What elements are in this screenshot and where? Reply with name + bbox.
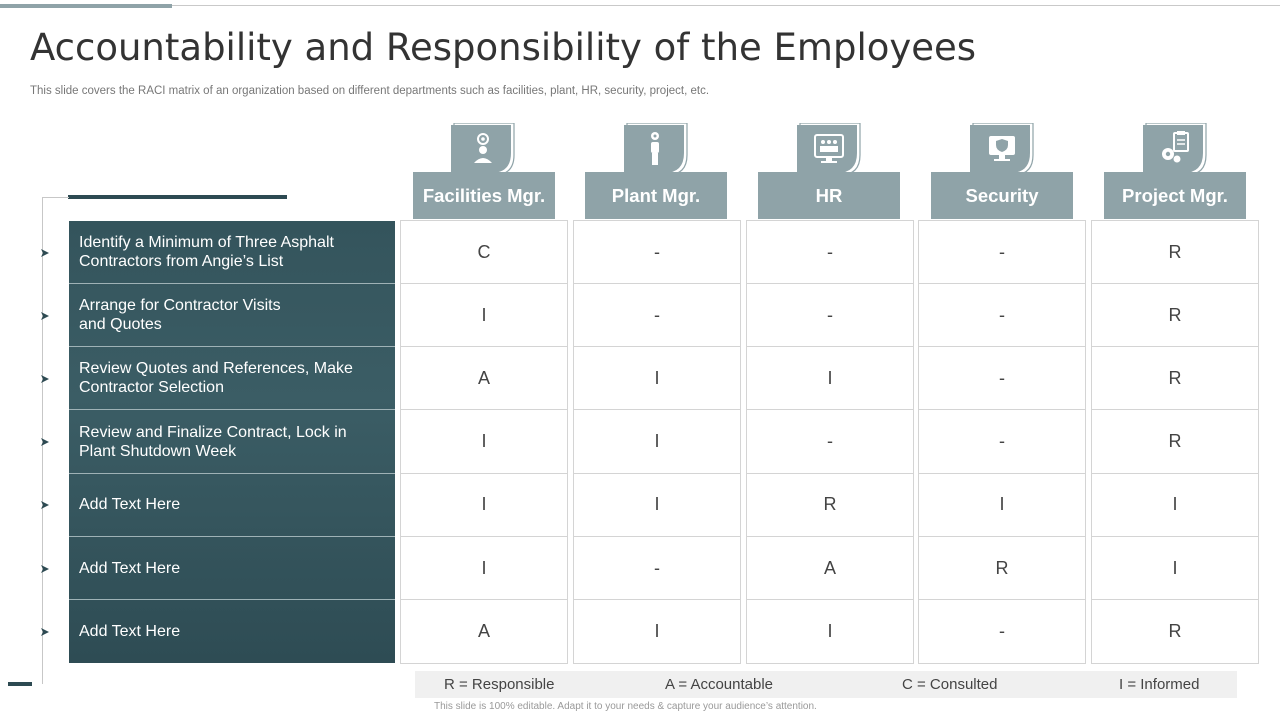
matrix-column — [918, 220, 1086, 664]
raci-cell: R — [1092, 411, 1258, 474]
arrow-bullet-icon — [39, 247, 51, 259]
raci-cell: I — [401, 284, 567, 347]
decorative-bar — [68, 195, 287, 199]
role-header: HR — [758, 172, 900, 219]
raci-cell: R — [1092, 221, 1258, 284]
task-row — [69, 284, 395, 347]
arrow-bullet-icon — [39, 373, 51, 385]
top-accent-bar — [0, 4, 172, 8]
matrix-column — [1091, 220, 1259, 664]
task-label: Arrange for Contractor Visits and Quotes — [79, 297, 281, 334]
raci-cell: I — [574, 411, 740, 474]
raci-cell: I — [574, 474, 740, 537]
raci-cell: - — [919, 221, 1085, 284]
arrow-bullet-icon — [39, 436, 51, 448]
raci-cell: I — [401, 411, 567, 474]
task-row — [69, 221, 395, 284]
task-row — [69, 537, 395, 600]
raci-cell: R — [1092, 284, 1258, 347]
raci-cell: I — [827, 621, 833, 642]
raci-cell: - — [747, 411, 913, 474]
clipboard-gear-icon — [1142, 123, 1208, 176]
person-gear-icon — [450, 123, 516, 176]
raci-cell: C — [401, 221, 567, 284]
matrix-column — [400, 220, 568, 664]
role-header: Security — [931, 172, 1073, 219]
raci-cell: - — [919, 284, 1085, 347]
raci-cell: R — [919, 537, 1085, 600]
raci-cell: - — [747, 284, 913, 347]
raci-cell: I — [1092, 474, 1258, 537]
raci-cell: I — [401, 474, 567, 537]
raci-cell: A — [401, 347, 567, 410]
raci-cell: I — [654, 621, 660, 642]
slide-title: Accountability and Responsibility of the Employees — [30, 26, 977, 69]
task-label: Add Text Here — [79, 496, 181, 514]
legend — [415, 671, 1237, 698]
task-row — [69, 474, 395, 537]
raci-cell: I — [1092, 537, 1258, 600]
top-divider — [0, 5, 1280, 6]
task-label: Identify a Minimum of Three Asphalt Contractors from Angie’s List — [79, 234, 334, 270]
raci-cell: - — [919, 347, 1085, 410]
task-label: Review Quotes and References, Make Contractor Selection — [79, 360, 353, 397]
raci-cell: - — [574, 221, 740, 284]
raci-cell: I — [401, 537, 567, 600]
raci-cell: A — [477, 621, 490, 642]
raci-cell: - — [919, 411, 1085, 474]
role-header: Facilities Mgr. — [413, 172, 555, 219]
decorative-connector-top — [42, 197, 69, 198]
matrix-column — [573, 220, 741, 664]
team-monitor-icon — [796, 123, 862, 176]
matrix-column — [746, 220, 914, 664]
arrow-bullet-icon — [39, 563, 51, 575]
legend-informed: I = Informed — [1119, 676, 1200, 693]
slide-subtitle: This slide covers the RACI matrix of an organization based on different departments such as facilities, plant, HR, security, project, etc. — [30, 85, 710, 97]
legend-responsible: R = Responsible — [444, 676, 555, 693]
task-label: Add Text Here — [79, 623, 181, 641]
footer-note: This slide is 100% editable. Adapt it to your needs & capture your audience’s attention. — [434, 701, 817, 712]
raci-cell: I — [574, 347, 740, 410]
raci-cell: - — [999, 621, 1005, 642]
task-row — [69, 347, 395, 410]
arrow-bullet-icon — [39, 499, 51, 511]
shield-monitor-icon — [969, 123, 1035, 176]
raci-cell: R — [1092, 347, 1258, 410]
role-header: Project Mgr. — [1104, 172, 1246, 219]
raci-cell: R — [747, 474, 913, 537]
role-header: Plant Mgr. — [585, 172, 727, 219]
raci-cell: - — [747, 221, 913, 284]
person-icon — [623, 123, 689, 176]
raci-cell: - — [574, 537, 740, 600]
arrow-bullet-icon — [39, 310, 51, 322]
task-list — [69, 221, 395, 663]
task-label: Add Text Here — [79, 559, 181, 577]
arrow-bullet-icon — [39, 626, 51, 638]
task-row — [69, 411, 395, 474]
legend-consulted: C = Consulted — [902, 676, 998, 693]
raci-cell: A — [747, 537, 913, 600]
decorative-bottom-bar — [8, 682, 32, 686]
raci-cell: R — [1168, 621, 1182, 642]
raci-cell: - — [574, 284, 740, 347]
legend-accountable: A = Accountable — [665, 676, 774, 693]
raci-cell: I — [747, 347, 913, 410]
raci-cell: I — [919, 474, 1085, 537]
task-row — [69, 600, 395, 663]
task-label: Review and Finalize Contract, Lock in Plant Shutdown Week — [79, 423, 347, 460]
